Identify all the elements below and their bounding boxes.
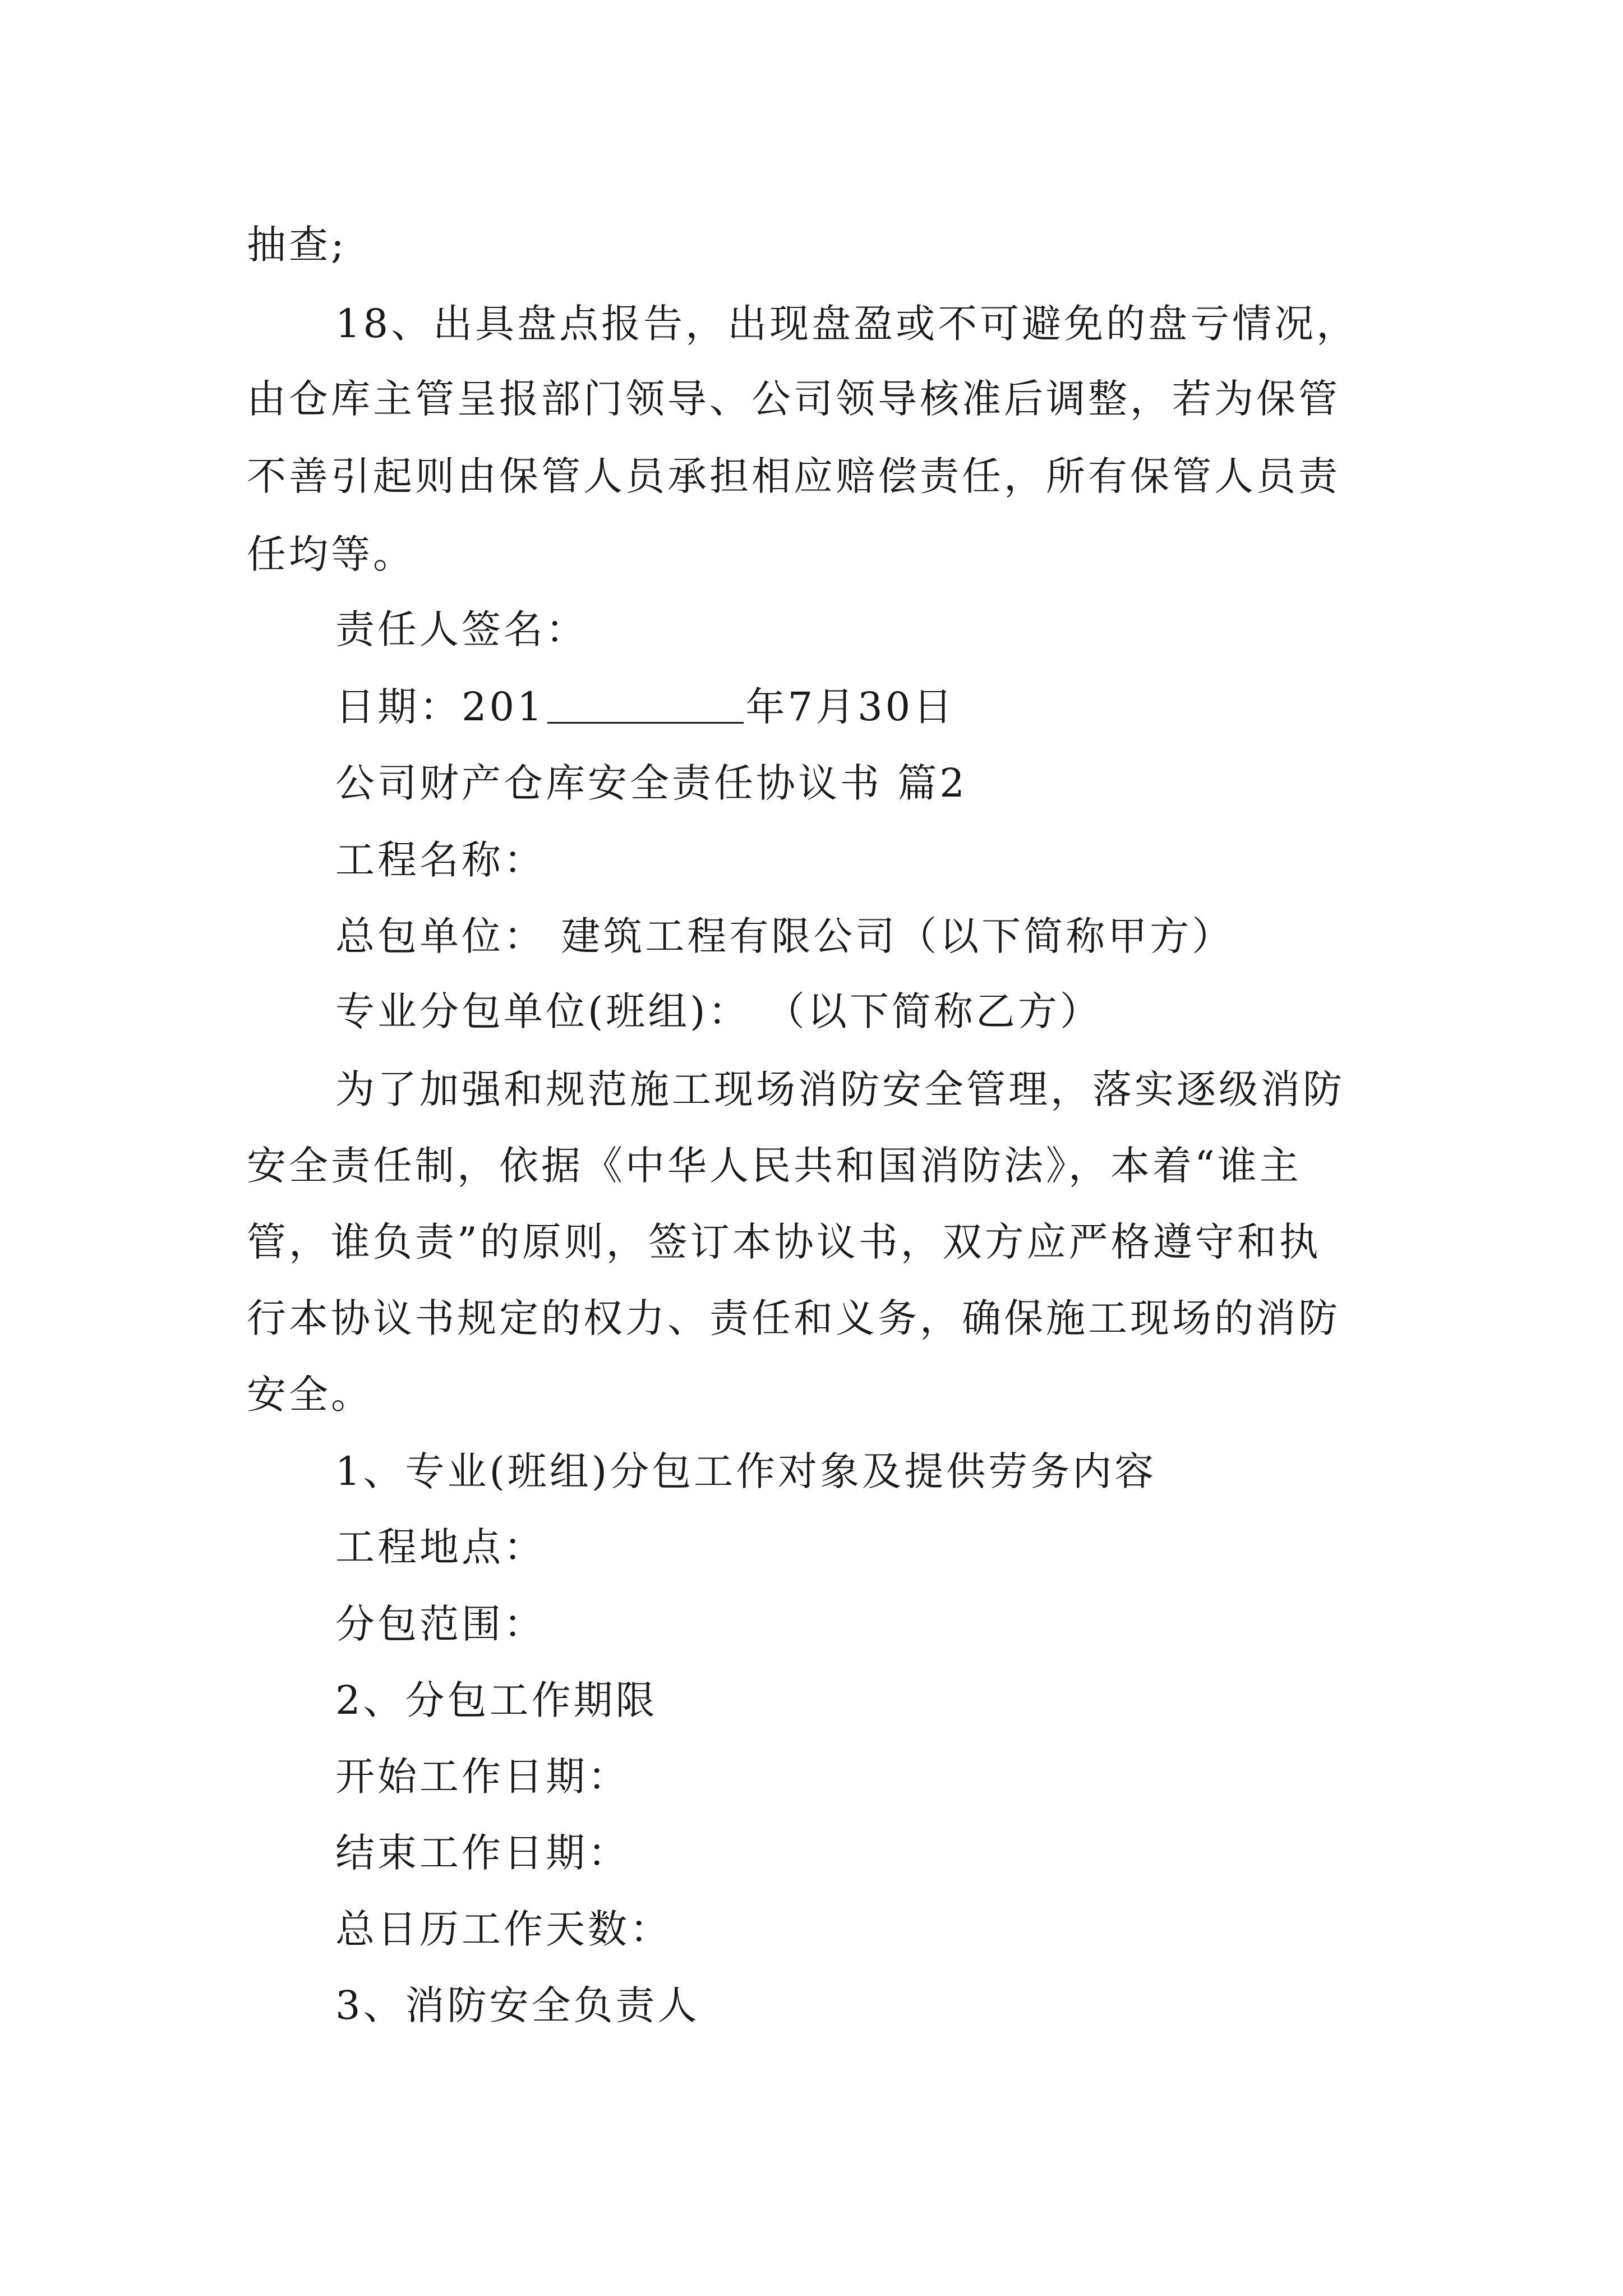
text-line: 3、消防安全负责人 [335,1982,700,2028]
text-line: 专业分包单位(班组)： （以下简称乙方） [335,988,1102,1034]
text-line: 为了加强和规范施工现场消防安全管理，落实逐级消防 [335,1066,1345,1112]
field-label: 工程名称： [335,837,546,883]
text-line: 行本协议书规定的权力、责任和义务，确保施工现场的消防 [247,1295,1340,1341]
date-blank-underline [547,687,744,724]
text-line: 抽查; [247,222,347,268]
signature-label: 责任人签名： [335,606,588,652]
date-suffix: 年7月30日 [745,684,956,730]
text-line: 2、分包工作期限 [335,1677,658,1723]
date-prefix: 日期：201 [335,684,545,730]
field-label: 总日历工作天数： [335,1906,672,1952]
field-label: 开始工作日期： [335,1754,630,1800]
field-label: 工程地点： [335,1524,546,1570]
text-line: 安全责任制，依据《中华人民共和国消防法》，本着“谁主 [247,1143,1302,1189]
text-line: 任均等。 [247,531,415,577]
text-line: 总包单位： 建筑工程有限公司（以下简称甲方） [335,913,1234,959]
text-line: 18、出具盘点报告，出现盘盈或不可避免的盘亏情况， [335,301,1359,347]
section-heading: 公司财产仓库安全责任协议书 篇2 [335,760,967,806]
field-label: 结束工作日期： [335,1830,630,1876]
text-line: 由仓库主管呈报部门领导、公司领导核准后调整，若为保管 [247,376,1340,422]
field-label: 分包范围： [335,1601,546,1647]
date-line [335,679,955,735]
text-line: 管，谁负责”的原则，签订本协议书，双方应严格遵守和执 [247,1219,1321,1265]
text-line: 1、专业(班组)分包工作对象及提供劳务内容 [335,1448,1157,1494]
text-line: 安全。 [247,1372,373,1418]
text-line: 不善引起则由保管人员承担相应赔偿责任，所有保管人员责 [247,453,1340,499]
